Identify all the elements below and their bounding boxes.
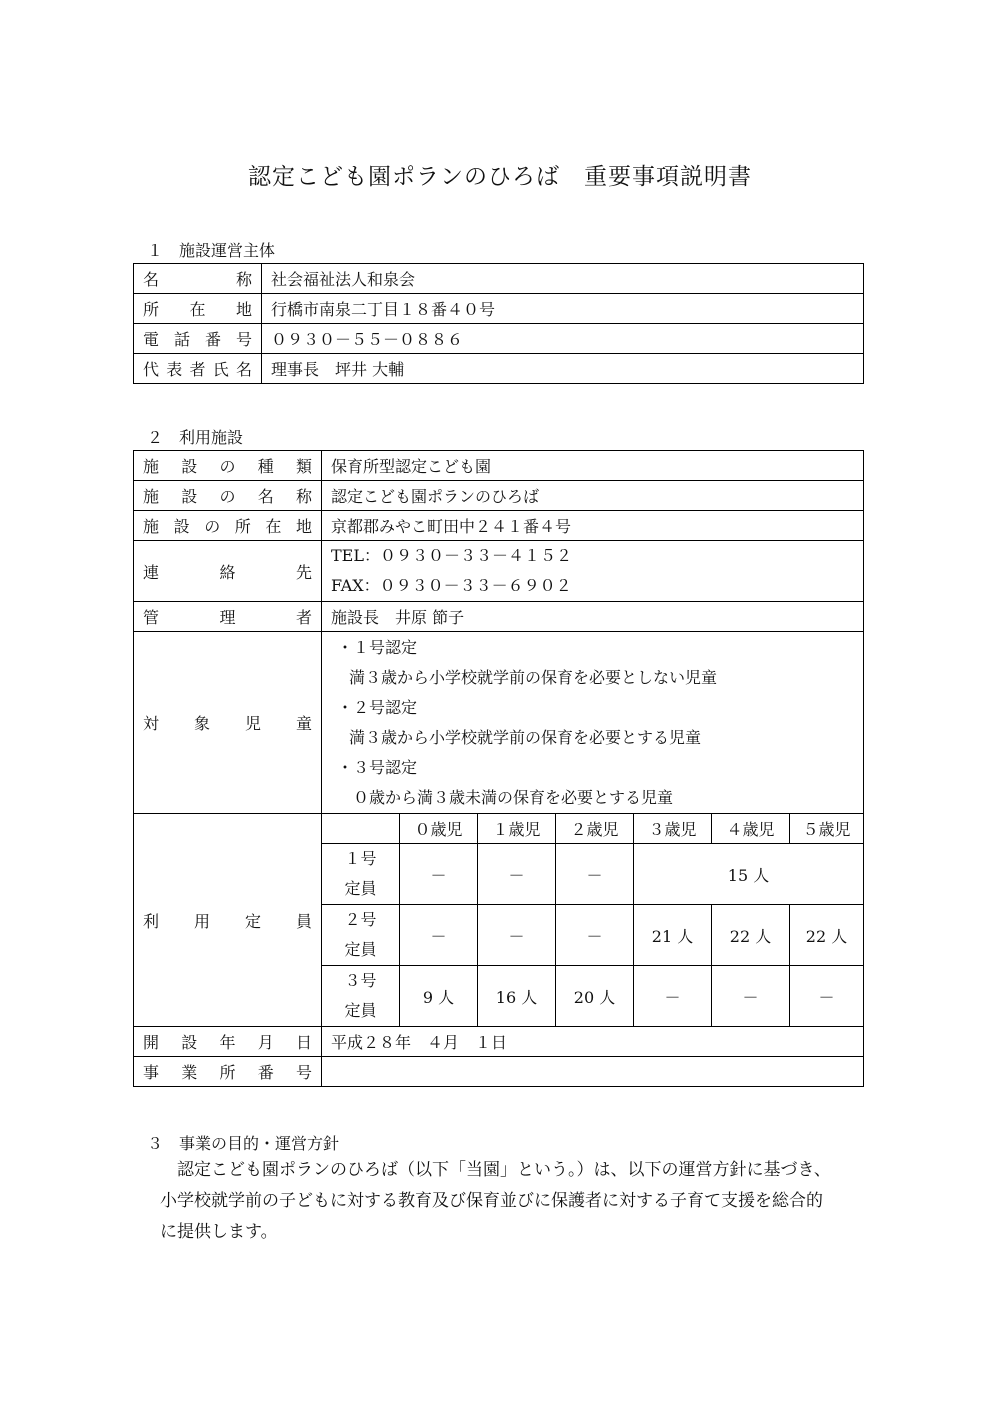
capacity-corner (322, 814, 400, 844)
capacity-cell: － (556, 905, 634, 966)
facility-address-label: 施設の所在地 (134, 511, 322, 541)
capacity-cell-merged: 15 人 (634, 844, 864, 905)
row-label-line: ３号 (344, 971, 377, 990)
opening-date-value: 平成２８年 ４月 １日 (322, 1027, 864, 1057)
paragraph-line: に提供します。 (160, 1222, 278, 1242)
table-row (134, 264, 864, 294)
operator-phone-label: 電話番号 (134, 324, 262, 354)
section3-heading: ３ 事業の目的・運営方針 (147, 1134, 340, 1153)
operator-table (133, 263, 864, 384)
target-line: ０歳から満３歳未満の保育を必要とする児童 (353, 787, 674, 807)
table-row (134, 602, 864, 632)
representative-label: 代表者氏名 (134, 354, 262, 384)
manager-label: 管理者 (134, 602, 322, 632)
target-children-value (322, 632, 864, 814)
capacity-label: 利用定員 (134, 814, 322, 1027)
table-row (134, 324, 864, 354)
capacity-cell: － (400, 905, 478, 966)
row-label-line: 定員 (344, 1001, 377, 1020)
opening-date-label: 開設年月日 (134, 1027, 322, 1057)
capacity-header: ５歳児 (790, 814, 864, 844)
capacity-cell: 9 人 (400, 966, 478, 1027)
target-line: 満３歳から小学校就学前の保育を必要としない児童 (349, 667, 718, 687)
capacity-header: １歳児 (478, 814, 556, 844)
table-row (134, 1057, 864, 1087)
capacity-row-label (322, 905, 400, 966)
capacity-cell: － (478, 844, 556, 905)
capacity-header: ４歳児 (712, 814, 790, 844)
capacity-cell: － (556, 844, 634, 905)
fax-line: FAX：０９３０－３３－６９０２ (331, 576, 572, 595)
table-row (134, 451, 864, 481)
target-children-label: 対象児童 (134, 632, 322, 814)
section2-heading: ２ 利用施設 (147, 428, 244, 447)
capacity-row-label (322, 966, 400, 1027)
capacity-header: ２歳児 (556, 814, 634, 844)
capacity-cell: － (634, 966, 712, 1027)
facility-name-label: 施設の名称 (134, 481, 322, 511)
capacity-cell: 21 人 (634, 905, 712, 966)
table-row (134, 1027, 864, 1057)
paragraph-line: 認定こども園ポランのひろば（以下「当園」という。）は、以下の運営方針に基づき、 (160, 1160, 831, 1180)
capacity-cell: 20 人 (556, 966, 634, 1027)
facility-name-value: 認定こども園ポランのひろば (322, 481, 864, 511)
row-label-line: 定員 (344, 879, 377, 898)
operator-address-value: 行橋市南泉二丁目１８番４０号 (262, 294, 864, 324)
facility-address-value: 京都郡みやこ町田中２４１番４号 (322, 511, 864, 541)
target-line: 満３歳から小学校就学前の保育を必要とする児童 (349, 727, 702, 747)
capacity-cell: － (790, 966, 864, 1027)
contact-value (322, 541, 864, 602)
row-label-line: 定員 (344, 940, 377, 959)
table-row (134, 632, 864, 814)
table-row (134, 541, 864, 602)
facility-type-label: 施設の種類 (134, 451, 322, 481)
operator-name-value: 社会福祉法人和泉会 (262, 264, 864, 294)
operator-phone-value: ０９３０－５５－０８８６ (262, 324, 864, 354)
purpose-paragraph (160, 1155, 860, 1248)
table-row (134, 354, 864, 384)
capacity-cell: 22 人 (790, 905, 864, 966)
target-line: ・２号認定 (337, 697, 418, 717)
table-row (134, 511, 864, 541)
table-row (134, 481, 864, 511)
tel-line: TEL：０９３０－３３－４１５２ (331, 546, 572, 565)
capacity-cell: － (712, 966, 790, 1027)
capacity-cell: － (478, 905, 556, 966)
operator-address-label: 所 在 地 (134, 294, 262, 324)
manager-value: 施設長 井原 節子 (322, 602, 864, 632)
table-row (134, 294, 864, 324)
office-number-value (322, 1057, 864, 1087)
contact-label: 連絡先 (134, 541, 322, 602)
capacity-cell: － (400, 844, 478, 905)
table-row (134, 814, 864, 844)
capacity-header: ３歳児 (634, 814, 712, 844)
section1-heading: １ 施設運営主体 (147, 241, 276, 260)
representative-value: 理事長 坪井 大輔 (262, 354, 864, 384)
document-title: 認定こども園ポランのひろば 重要事項説明書 (248, 164, 752, 190)
office-number-label: 事業所番号 (134, 1057, 322, 1087)
paragraph-line: 小学校就学前の子どもに対する教育及び保育並びに保護者に対する子育て支援を総合的 (160, 1191, 823, 1211)
target-line: ・１号認定 (337, 637, 418, 657)
capacity-row-label (322, 844, 400, 905)
facility-type-value: 保育所型認定こども園 (322, 451, 864, 481)
row-label-line: ２号 (344, 910, 377, 929)
capacity-cell: 22 人 (712, 905, 790, 966)
row-label-line: １号 (344, 849, 377, 868)
target-line: ・３号認定 (337, 757, 418, 777)
capacity-header: ０歳児 (400, 814, 478, 844)
facility-table (133, 450, 864, 1087)
capacity-cell: 16 人 (478, 966, 556, 1027)
operator-name-label: 名 称 (134, 264, 262, 294)
